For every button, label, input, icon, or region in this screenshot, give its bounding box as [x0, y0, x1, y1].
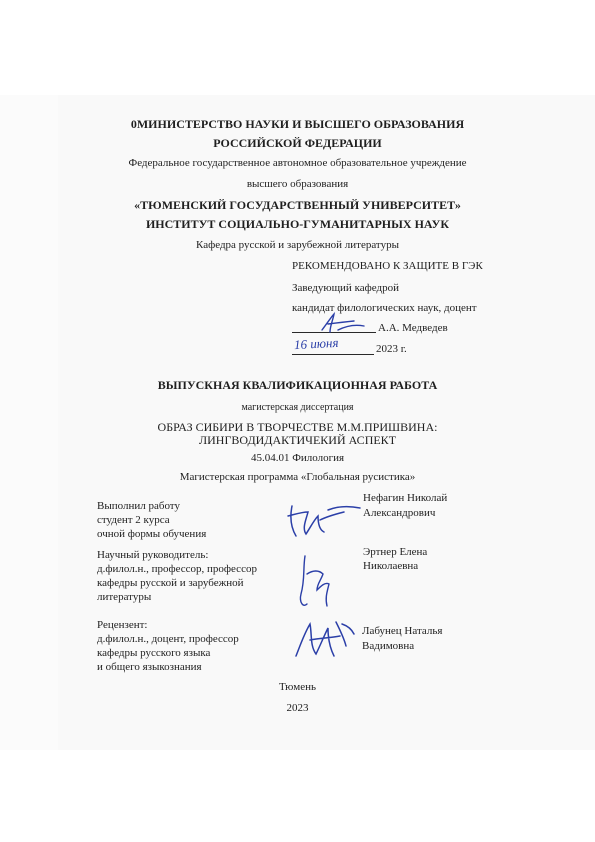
- work-type: ВЫПУСКНАЯ КВАЛИФИКАЦИОННАЯ РАБОТА: [157, 378, 438, 392]
- work-subtype: магистерская диссертация: [241, 402, 354, 413]
- reviewer-role-line-2: д.филол.н., доцент, профессор: [97, 633, 239, 645]
- reviewer-role-line-3: кафедры русского языка: [97, 647, 211, 659]
- supervisor-role-line-4: литературы: [97, 591, 152, 603]
- reviewer-role-line-4: и общего языкознания: [97, 661, 202, 673]
- supervisor-name-line-2: Николаевна: [363, 560, 419, 572]
- work-title-line-1: ОБРАЗ СИБИРИ В ТВОРЧЕСТВЕ М.М.ПРИШВИНА:: [157, 420, 438, 434]
- ministry-line-1: 0МИНИСТЕРСТВО НАУКИ И ВЫСШЕГО ОБРАЗОВАНИЯ: [130, 117, 465, 131]
- reviewer-name-line-2: Вадимовна: [362, 640, 415, 652]
- supervisor-role-line-2: д.филол.н., профессор, профессор: [97, 563, 257, 575]
- head-signature: [318, 312, 368, 336]
- supervisor-name-line-1: Эртнер Елена: [363, 546, 428, 558]
- head-name: А.А. Медведев: [378, 322, 448, 334]
- university-name: «ТЮМЕНСКИЙ ГОСУДАРСТВЕННЫЙ УНИВЕРСИТЕТ»: [134, 198, 461, 212]
- supervisor-role-line-1: Научный руководитель:: [97, 549, 209, 561]
- author-role-line-1: Выполнил работу: [97, 500, 180, 512]
- reviewer-name-line-1: Лабунец Наталья: [362, 625, 443, 637]
- institution-line-2: высшего образования: [246, 178, 349, 190]
- ministry-line-2: РОССИЙСКОЙ ФЕДЕРАЦИИ: [213, 136, 382, 150]
- reviewer-signature: [290, 616, 356, 662]
- work-title-line-2: ЛИНГВОДИДАКТИЧЕКИЙ АСПЕКТ: [198, 433, 397, 447]
- head-title: Заведующий кафедрой: [292, 282, 399, 294]
- author-role-line-3: очной формы обучения: [97, 528, 207, 540]
- recommended-label: РЕКОМЕНДОВАНО К ЗАЩИТЕ В ГЭК: [292, 260, 483, 272]
- author-signature: [284, 498, 364, 540]
- footer-city: Тюмень: [279, 681, 316, 693]
- date-handwritten: 16 июня: [293, 334, 339, 353]
- supervisor-signature: [295, 550, 339, 610]
- department-name: Кафедра русской и зарубежной литературы: [196, 239, 399, 251]
- reviewer-role-line-1: Рецензент:: [97, 619, 148, 631]
- author-name-line-2: Александрович: [363, 507, 436, 519]
- program-name: Магистерская программа «Глобальная русистика»: [179, 471, 416, 483]
- date-year: 2023 г.: [376, 343, 407, 355]
- head-degree: кандидат филологических наук, доцент: [292, 302, 477, 314]
- institution-line-1: Федеральное государственное автономное образовательное учреждение: [128, 157, 467, 169]
- footer-year: 2023: [286, 702, 309, 714]
- date-line: [292, 354, 374, 355]
- institute-name: ИНСТИТУТ СОЦИАЛЬНО-ГУМАНИТАРНЫХ НАУК: [145, 217, 450, 231]
- supervisor-role-line-3: кафедры русской и зарубежной: [97, 577, 244, 589]
- author-role-line-2: студент 2 курса: [97, 514, 170, 526]
- specialty-code: 45.04.01 Филология: [250, 452, 345, 464]
- author-name-line-1: Нефагин Николай: [363, 492, 448, 504]
